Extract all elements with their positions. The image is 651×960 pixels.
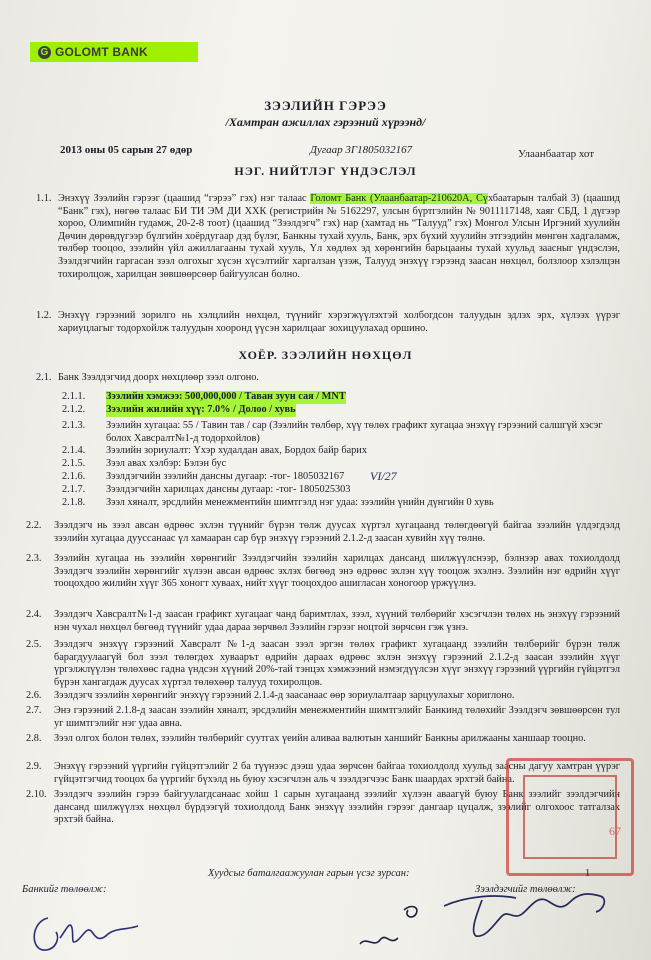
bank-logo-icon: G xyxy=(38,46,51,59)
clause-text: Энэхүү гэрээний үүргийн гүйцэтгэлийг 2 ба түүнээс дээш удаа зөрчсөн байгаа тохиолдолд хуульд заасны дагуу хамтран үүрэг гүйцэтгэгчид тооцох ба үүргийг бүхэлд нь буюу хэсэгчлэн аль ч зээлдэгчээс Банк шаардах эрхтэй байна. xyxy=(54,761,620,785)
clause-number: 1.1. xyxy=(36,193,52,204)
clause-number: 2.7. xyxy=(26,705,42,716)
clause-number: 2.5. xyxy=(26,639,42,650)
golomt-bank-logo xyxy=(30,42,198,62)
term-number: 2.1.1. xyxy=(62,391,86,402)
section-1-heading: НЭГ. НИЙТЛЭГ ҮНДЭСЛЭЛ xyxy=(234,164,417,178)
term-number: 2.1.5. xyxy=(62,458,86,469)
term-text: Зээлийн зориулалт: Үхэр худалдан авах, Бордох байр барих xyxy=(106,445,367,456)
clause-number: 2.3. xyxy=(26,553,42,564)
clause-text: Зээлдэгч энэхүү гэрээний Хавсралт №1-д заасан зээл эргэн төлөх графикт хугацаанд зээлийн төлбөрийг бүрэн төлж барагдуулаагүй бол зээл төлөгдөх хуваарът өдрийн дараах өдрөөс эхлэн энэхүү гэрээний 2.1.2-д заасан зээлийн хүүг үргэлжлүүлэн төлөхөөс гадна үндсэн хүүний 20%-тай тэнцэх хэмжээний нэмэгдүүлсэн хүүг энэхүү гэрээний үүргийн гүйцэтгэл бүрэн хангагдаж дуусах хүртэл төлөхөөр талууд тохиролцов. xyxy=(54,639,620,688)
term-number: 2.1.8. xyxy=(62,497,86,508)
red-seal-stamp xyxy=(506,758,634,876)
term-number: 2.1.4. xyxy=(62,445,86,456)
bank-name-highlight: Голомт Банк (Улаанбаатар-210620А, Сү xyxy=(310,193,488,204)
borrower-initials xyxy=(356,896,436,956)
clause-number: 2.6. xyxy=(26,690,42,701)
footer-note: Хуудсыг баталгаажуулан гарын үсэг зурсан: xyxy=(208,868,410,879)
clause-number: 2.1. xyxy=(36,372,52,383)
bank-representative-label: Банкийг төлөөлж: xyxy=(22,884,107,895)
clause-2-1: Банк Зээлдэгчид доорх нөхцлөөр зээл олгоно. xyxy=(58,372,259,383)
clause-text: Энэ гэрээний 2.1.8-д заасан зээлийн хяналт, эрсдэлийн менежментийн шимтгэлийг Банкинд төлөхийг Зээлдэгч зөвшөөрсөн тул уг шимтгэлийг нэг удаа авна. xyxy=(54,705,620,729)
term-text: Зээл хяналт, эрсдлийн менежментийн шимтгэлд нэг удаа: зээлийн үнийн дүнгийн 0 хувь xyxy=(106,497,494,508)
term-text: Зээлийн жилийн хүү: 7.0% / Долоо / хувь xyxy=(106,404,296,415)
clause-text: Зээлдэгч нь зээл авсан өдрөөс эхлэн түүнийг бүрэн төлж дуусах хүртэл хугацаанд төлөгдөөгүй байгаа зээлийн үлдэгдэлд зээлийн хугацаа дууссанаас үл хамааран сар бүр энэхүү гэрээний 2.1.2-д заасан хувийн хүү төлнө. xyxy=(54,520,620,544)
contract-number: Дугаар 3Г1805032167 xyxy=(310,144,413,156)
contract-title: ЗЭЭЛИЙН ГЭРЭЭ xyxy=(264,98,387,113)
clause-text: Зээлийн хугацаа нь зээлийн хөрөнгийг Зээлдэгчийн зээлийн харилцах дансанд шилжүүлснээр, бэлнээр авах тохиолдолд Зээлдэгч зээлийн хөрөнгийг хүлээн авсан өдрөөс эхлэх бөгөөд энэ өдрөөс эхлэн хүү тооцож эхэлнэ. Зээлийн нэг өдрийн хүүг тооцохдоо жилийн хүүг 365 хоногт хуваах, нийт хүүг тооцохдоо ашигласан хоногоор үржүүлнэ. xyxy=(54,553,620,590)
clause-text: Зээлдэгч зээлийн гэрээ байгуулагдсанаас хойш 1 сарын хугацаанд зээлийг хүлээн аваагүй буюу Банк зээлийг зээлдэгчийн дансанд шилжүүлэх нөхцөл бүрдээгүй тохиолдолд Банк энэхүү зээлийн гэрээг дангаар цуцалж, зээлийг олгохоос татгалзах эрхтэй байна. xyxy=(54,789,620,826)
term-text: Зээлдэгчийн зээлийн дансны дугаар: -тог- 1805032167 xyxy=(106,471,345,482)
handwritten-date: VI/27 xyxy=(370,469,397,483)
clause-text: Зээлдэгч зээлийн хөрөнгийг энэхүү гэрээний 2.1.4-д заасанаас өөр зориулалтаар зарцуулахыг хориглоно. xyxy=(54,690,515,701)
clause-number: 2.2. xyxy=(26,520,42,531)
term-text: Зээлийн хугацаа: 55 / Тавин тав / сар (Зээлийн төлбөр, хүү төлөх графикт хугацаа энэхүү гэрээний салшгүй хэсэг болох Хавсралт№1-д тодорхойлов) xyxy=(106,420,603,444)
borrower-signature xyxy=(436,876,616,946)
clause-number: 2.8. xyxy=(26,733,42,744)
bank-signature xyxy=(26,908,156,956)
contract-city: Улаанбаатар хот xyxy=(518,148,595,160)
borrower-representative-label: Зээлдэгчийг төлөөлж: xyxy=(475,884,576,895)
term-text: Зээл авах хэлбэр: Бэлэн бус xyxy=(106,458,227,469)
clause-number: 2.10. xyxy=(26,789,47,800)
clause-number: 1.2. xyxy=(36,310,52,321)
clause-text: Зээл олгох болон төлөх, зээлийн төлбөрийг суутгах үеийн аливаа валютын ханшийг Банкны арилжааны ханшаар тооцно. xyxy=(54,733,586,744)
stamp-number: 67 xyxy=(609,824,621,838)
term-number: 2.1.6. xyxy=(62,471,86,482)
term-text: Зээлдэгчийн харилцах дансны дугаар: -тог- 1805025303 xyxy=(106,484,351,495)
clause-text: Зээлдэгч Хавсралт№1-д заасан графикт хугацааг чанд баримтлах, зээл, хүүний төлбөрийг хэсэгчлэн төлөх нь энэхүү гэрээний нэн чухал нөхцөл бөгөөд түүнийг удаа дараа зөрчвөл Зээлийн гэрээг ноцтой зөрчсөн гэж үзнэ. xyxy=(54,609,620,633)
page-number: 1 xyxy=(585,868,591,879)
clause-1-1: Энэхүү Зээлийн гэрээг (цаашид “гэрээ” гэх) нэг талаас Голомт Банк (Улаанбаатар-210620А, Сүхбаатарын талбай 3) (цаашид “Банк” гэх), нөгөө талаас БИ ТИ ЭМ ДИ ХХК (регистрийн № 5162297, улсын бүртгэлийн № 9011117148, хаяг СБД, 1 дүгээр хороо, Олимпийн гудамж, 20-2-8 тоот) (цаашид “Зээлдэгч” гэх) нар (хамтад нь “Талууд” гэх) Монгол Улсын Иргэний хуулийн Дөчин дөрөвдүгээр бүлгийн хоёрдугаар дэд бүлэг, Банкны тухай хууль, Банк, эрх бүхий хуулийн этгээдийн мөнгөн хадгаламж, төлбөр тооцоо, зээлийн үйл ажиллагааны тухай хууль, Үл хөдлөх эд хөрөнгийн барьцааны тухай хуульд заасныг үндэслэн, Зээлдэгчийн гаргасан зээл олгохыг хүсэн хүсэлтийг харгалзан үзэж, Талууд энэхүү гэрээнд заасан нөхцөл, болзлоор хэлэлцэн тохиролцож, харилцан зөвшөөрсөөр байгуулсан болно. xyxy=(58,193,620,280)
contract-date: 2013 оны 05 сарын 27 өдөр xyxy=(60,144,193,156)
clause-number: 2.4. xyxy=(26,609,42,620)
term-text: Зээлийн хэмжээ: 500,000,000 / Таван зуун сая / MNT xyxy=(106,391,346,402)
contract-subtitle: /Хамтран ажиллах гэрээний хүрээнд/ xyxy=(225,115,426,129)
clause-number: 2.9. xyxy=(26,761,42,772)
section-2-heading: ХОЁР. ЗЭЭЛИЙН НӨХЦӨЛ xyxy=(238,348,413,362)
term-number: 2.1.2. xyxy=(62,404,86,415)
clause-1-2: Энэхүү гэрээний зорилго нь хэлцлийн нөхцөл, түүнийг хэрэгжүүлэхтэй холбогдсон талуудын эдлэх эрх, хүлээх үүрэг хариуцлагыг тодорхойлж талуудын хооронд үүсэн харилцааг зохицуулахад оршино. xyxy=(58,310,620,334)
term-number: 2.1.7. xyxy=(62,484,86,495)
term-number: 2.1.3. xyxy=(62,420,86,431)
bank-logo-text: GOLOMT BANK xyxy=(55,45,148,59)
